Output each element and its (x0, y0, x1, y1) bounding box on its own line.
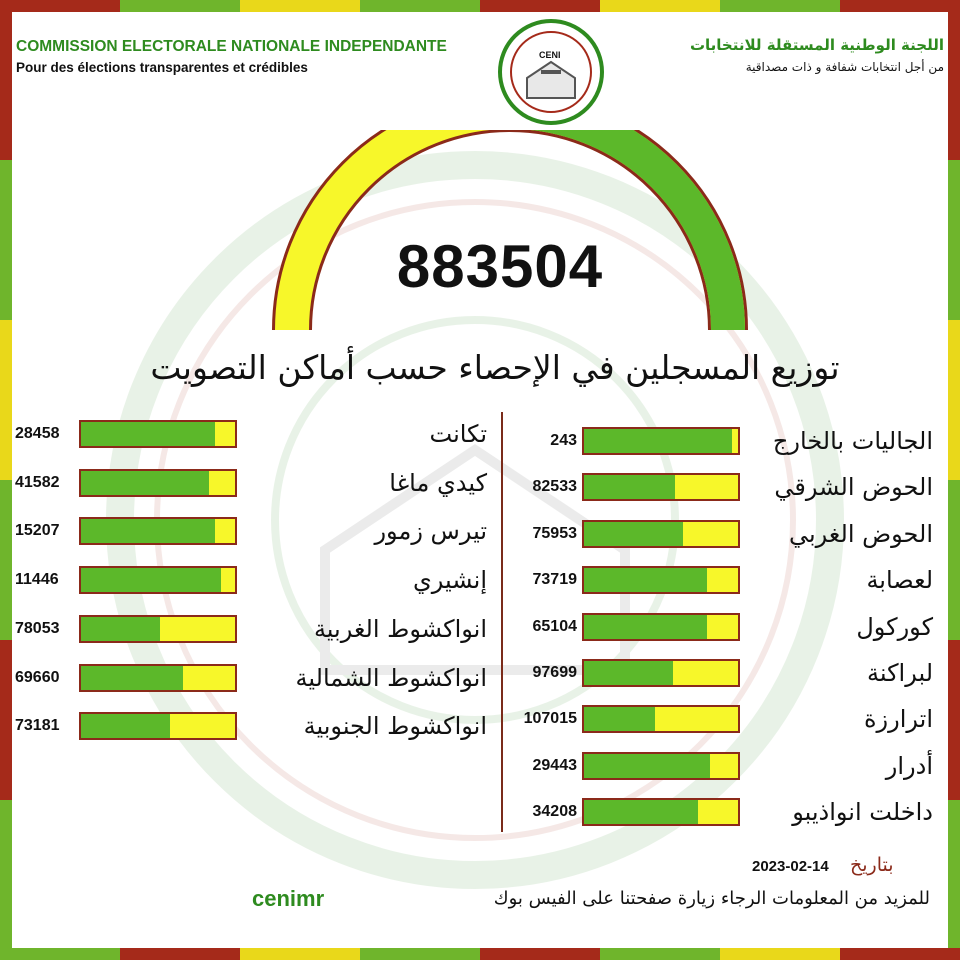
value-bar (79, 615, 237, 643)
total-registered-value: 883504 (396, 233, 604, 300)
left-row-3 (15, 514, 495, 548)
left-row-4 (15, 563, 495, 597)
left-row-5 (15, 612, 495, 646)
value-label: 28458 (15, 425, 60, 442)
region-label: أدرار (885, 751, 933, 780)
value-bar (79, 469, 237, 497)
value-label: 107015 (523, 710, 577, 728)
bar-green-portion (584, 661, 673, 685)
right-flag-stripe (948, 0, 960, 960)
value-label: 75953 (532, 524, 577, 542)
header-ar-title: اللجنة الوطنية المستقلة للانتخابات (689, 36, 944, 54)
value-label: 73181 (15, 717, 60, 735)
value-label: 243 (550, 432, 577, 449)
top-flag-band (0, 0, 960, 12)
right-row-2 (505, 470, 945, 504)
region-label: كوركول (856, 612, 933, 641)
region-label: لبراكنة (867, 659, 933, 687)
value-label: 97699 (532, 664, 577, 681)
right-row-1 (505, 424, 945, 458)
chart-title: توزيع المسجلين في الإحصاء حسب أماكن التصويت (150, 348, 840, 387)
region-label: داخلت انواذيبو (792, 798, 933, 827)
region-label: تيرس زمور (374, 517, 487, 546)
value-bar (582, 798, 740, 826)
facebook-page-link[interactable]: cenimr (252, 886, 325, 911)
region-label: اترارزة (863, 705, 933, 734)
bar-green-portion (584, 475, 675, 499)
value-bar (582, 613, 740, 641)
header-ar-subtitle: من أجل انتخابات شفافة و ذات مصداقية (745, 60, 944, 74)
right-row-9 (505, 795, 945, 829)
header-fr-subtitle: Pour des élections transparentes et crédibles (16, 60, 308, 75)
left-row-6 (15, 661, 495, 695)
value-bar (582, 520, 740, 548)
date-label: بتاريخ (850, 854, 894, 876)
value-label: 29443 (532, 756, 577, 774)
left-row-1 (15, 417, 495, 451)
region-label: الحوض الغربي (789, 519, 933, 548)
bar-green-portion (584, 615, 707, 639)
value-bar (582, 566, 740, 594)
right-row-5 (505, 610, 945, 644)
logo-text: CENI (539, 50, 561, 60)
value-bar (79, 517, 237, 545)
bar-green-portion (584, 754, 710, 778)
bar-green-portion (584, 522, 683, 546)
right-row-7 (505, 702, 945, 736)
value-bar (582, 427, 740, 455)
region-label: انواكشوط الشمالية (295, 663, 487, 692)
bar-green-portion (81, 568, 221, 592)
right-row-4 (505, 563, 945, 597)
bar-green-portion (81, 422, 215, 446)
region-label: انواكشوط الغربية (313, 614, 487, 643)
header-arabic (604, 36, 944, 74)
value-label: 78053 (15, 619, 60, 637)
region-label: كيدي ماغا (389, 468, 487, 497)
more-info-text: للمزيد من المعلومات الرجاء زيارة صفحتنا على الفيس بوك (493, 888, 930, 909)
bar-green-portion (584, 707, 655, 731)
value-bar (582, 473, 740, 501)
value-bar (79, 566, 237, 594)
region-label: تكانت (429, 420, 487, 448)
value-bar (582, 705, 740, 733)
region-label: لعصابة (866, 566, 933, 595)
column-divider (501, 412, 503, 832)
value-bar (79, 712, 237, 740)
value-label: 82533 (532, 478, 577, 496)
region-label: الجاليات بالخارج (772, 427, 933, 455)
bar-green-portion (81, 471, 209, 495)
region-label: الحوض الشرقي (774, 473, 933, 502)
value-label: 11446 (15, 571, 59, 589)
left-flag-stripe (0, 0, 12, 960)
bottom-flag-band (0, 948, 960, 960)
bar-green-portion (584, 800, 698, 824)
region-label: انواكشوط الجنوبية (303, 712, 487, 741)
right-row-3 (505, 517, 945, 551)
right-row-6 (505, 656, 945, 690)
value-label: 69660 (15, 668, 60, 686)
value-label: 65104 (532, 617, 577, 635)
value-bar (79, 664, 237, 692)
right-row-8 (505, 749, 945, 783)
value-label: 15207 (15, 522, 60, 540)
bar-green-portion (81, 714, 170, 738)
value-label: 34208 (532, 803, 577, 821)
bar-green-portion (584, 429, 732, 453)
bar-green-portion (81, 617, 160, 641)
date-value: 2023-02-14 (752, 858, 829, 875)
header-french (16, 38, 486, 75)
header-fr-title: COMMISSION ELECTORALE NATIONALE INDEPENDANTE (16, 38, 447, 55)
value-label: 41582 (15, 473, 60, 491)
ceni-logo (497, 18, 605, 126)
value-bar (582, 752, 740, 780)
left-row-7 (15, 709, 495, 743)
region-label: إنشيري (412, 566, 487, 595)
bar-green-portion (584, 568, 707, 592)
value-label: 73719 (532, 571, 577, 589)
bar-green-portion (81, 519, 215, 543)
bar-green-portion (81, 666, 183, 690)
value-bar (582, 659, 740, 687)
left-row-2 (15, 466, 495, 500)
value-bar (79, 420, 237, 448)
